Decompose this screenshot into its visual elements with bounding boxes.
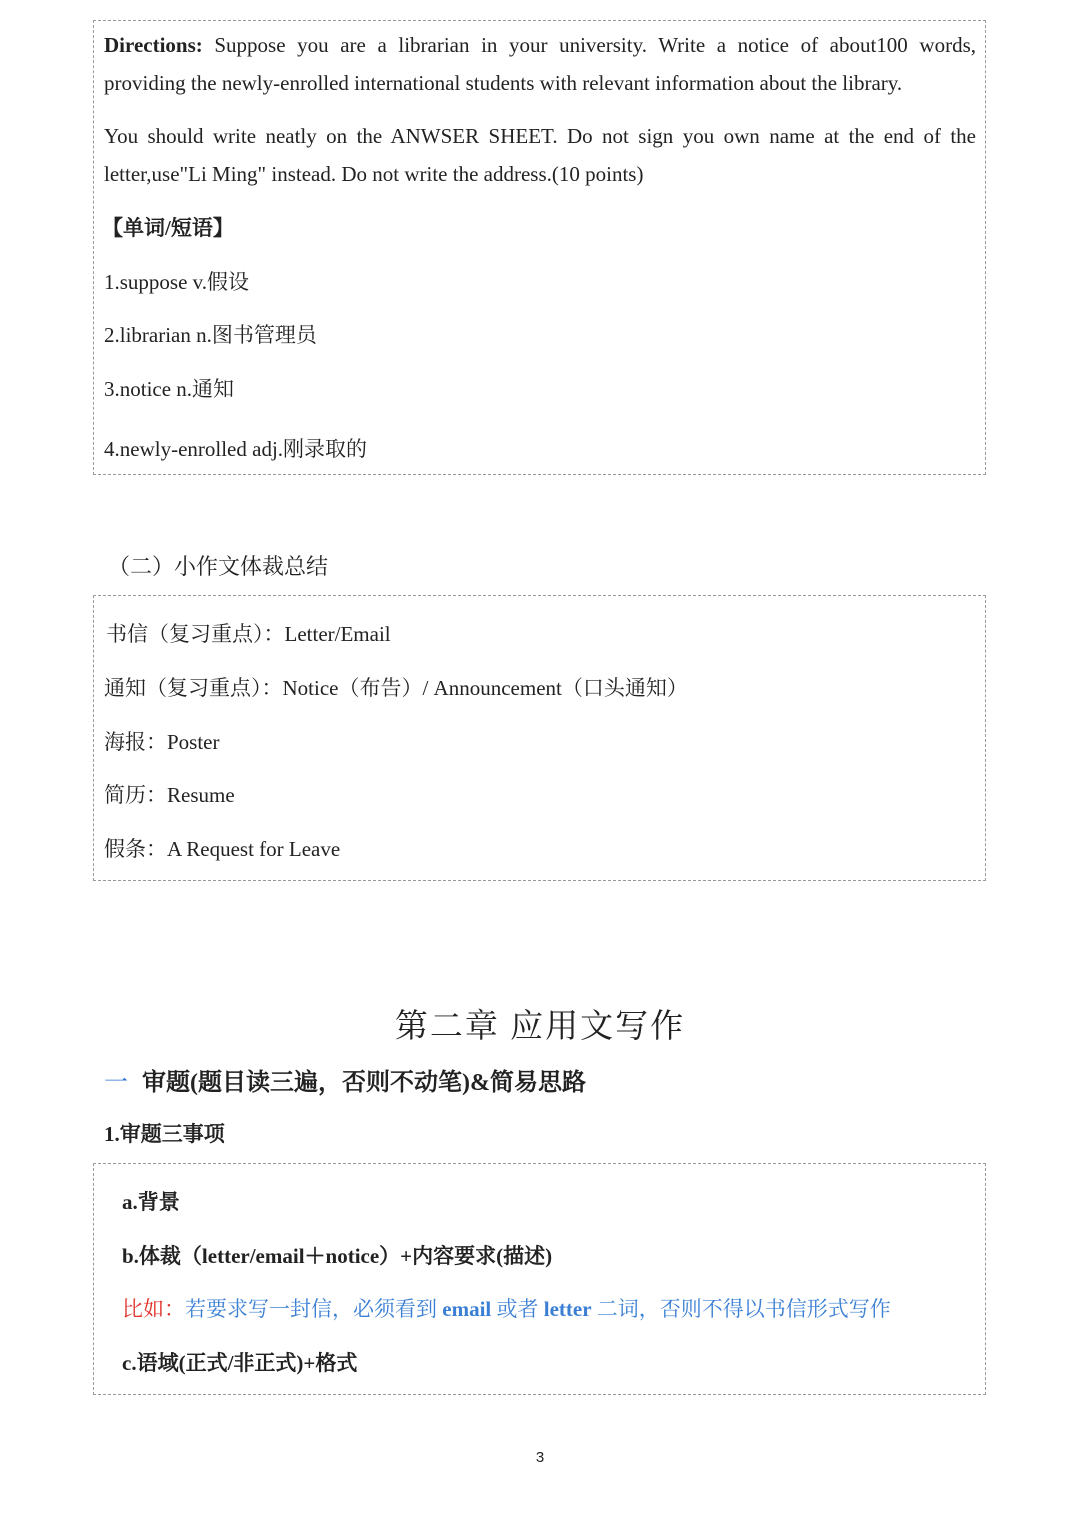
genres-box (93, 595, 986, 881)
review-items-box (93, 1163, 986, 1395)
chapter-title: 第二章 应用文写作 (394, 1009, 686, 1045)
vocab-item: 1.suppose v.假设 (104, 270, 250, 294)
section-heading-number: 一 (104, 1070, 128, 1096)
genre-item: 通知（复习重点）：Notice（布告）/ Announcement（口头通知） (104, 676, 688, 700)
review-item-b: b.体裁（letter/email＋notice）+内容要求(描述) (122, 1244, 553, 1268)
subheading: 1.审题三事项 (104, 1122, 225, 1146)
genre-item: 书信（复习重点）：Letter/Email (106, 622, 391, 646)
section-heading-text: 审题(题目读三遍，否则不动笔)&简易思路 (142, 1070, 586, 1096)
directions-line-2: providing the newly-enrolled international students with relevant information about the library. (104, 71, 903, 95)
vocab-item: 2.librarian n.图书管理员 (104, 323, 317, 347)
genre-item: 简历：Resume (104, 783, 235, 807)
instruction-line-2: letter,use"Li Ming" instead. Do not write the address.(10 points) (104, 162, 644, 186)
review-item-a: a.背景 (122, 1190, 180, 1214)
review-item-c: c.语域(正式/非正式)+格式 (122, 1351, 358, 1375)
instruction-line-1: You should write neatly on the ANWSER SHEET. Do not sign you own name at the end of the (104, 124, 976, 148)
example-label: 比如： (122, 1297, 185, 1321)
vocab-item: 4.newly-enrolled adj.刚录取的 (104, 437, 368, 461)
directions-text-1: Suppose you are a librarian in your university. Write a notice of about100 words, (214, 33, 976, 57)
genre-item: 海报：Poster (104, 730, 220, 754)
example-email: email (442, 1297, 492, 1321)
example-text-mid: 或者 (496, 1297, 539, 1321)
page-number: 3 (535, 1449, 545, 1466)
section-title-genres: （二）小作文体裁总结 (108, 554, 329, 579)
directions-line-1 (104, 31, 976, 59)
example-line (122, 1295, 891, 1323)
vocab-item: 3.notice n.通知 (104, 377, 235, 401)
directions-label: Directions: (104, 33, 203, 57)
directions-box (93, 20, 986, 475)
example-letter: letter (543, 1297, 592, 1321)
example-text-pre: 若要求写一封信，必须看到 (185, 1297, 437, 1321)
section-heading (104, 1062, 586, 1097)
example-text-post: 二词，否则不得以书信形式写作 (596, 1297, 891, 1321)
genre-item: 假条：A Request for Leave (104, 837, 341, 861)
vocab-title: 【单词/短语】 (102, 216, 234, 240)
